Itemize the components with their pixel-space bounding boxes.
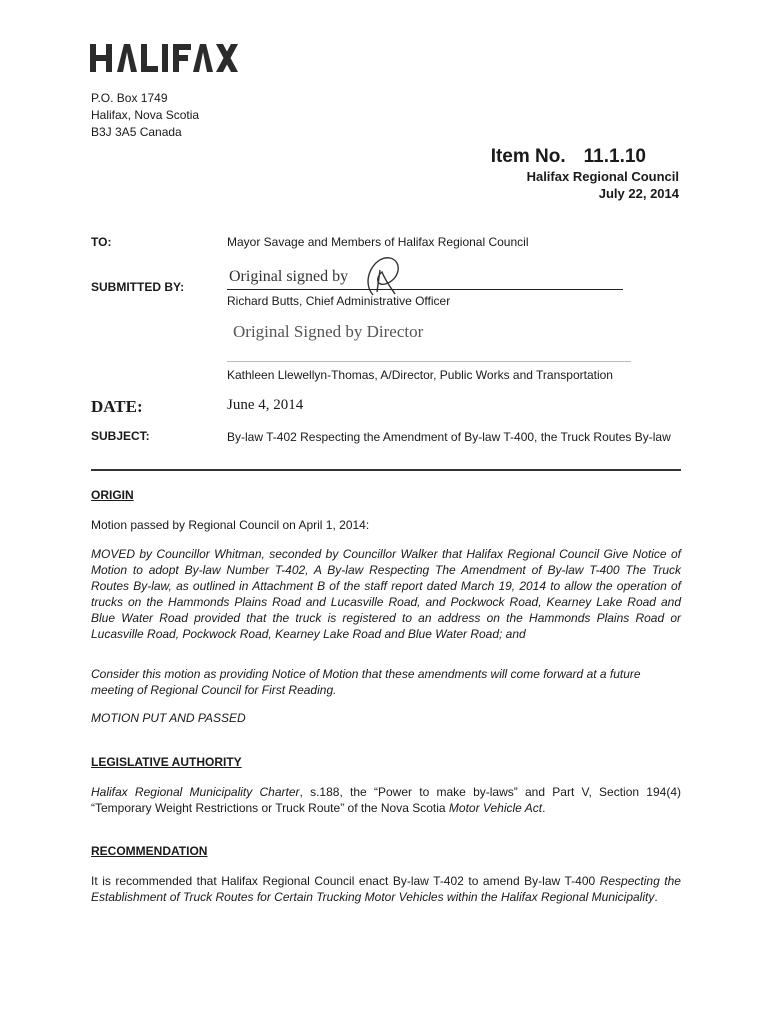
- recommendation-end: .: [654, 890, 658, 904]
- submitter-2: Kathleen Llewellyn-Thomas, A/Director, Public Works and Transportation: [227, 368, 613, 382]
- address-line: Halifax, Nova Scotia: [91, 108, 200, 122]
- legislative-text: [91, 784, 681, 816]
- address-line: P.O. Box 1749: [91, 91, 168, 105]
- origin-intro: Motion passed by Regional Council on April 1, 2014:: [91, 518, 370, 532]
- meeting-date: July 22, 2014: [598, 186, 679, 201]
- header-divider: [91, 469, 681, 471]
- recommendation-bylaw-title: Respecting the Establishment of Truck Routes for Certain Trucking Motor Vehicles within the Halifax Regional Municipality: [91, 874, 681, 904]
- act-title: Motor Vehicle Act: [448, 801, 543, 815]
- recommendation-text: [91, 873, 681, 905]
- item-number: 11.1.10: [583, 146, 646, 167]
- legislative-heading: LEGISLATIVE AUTHORITY: [91, 755, 242, 769]
- council-name: Halifax Regional Council: [526, 169, 679, 184]
- to-label: TO:: [91, 235, 112, 249]
- submitted-by-label: SUBMITTED BY:: [91, 280, 185, 294]
- item-number-block: [491, 146, 646, 168]
- origin-motion: MOVED by Councillor Whitman, seconded by Councillor Walker that Halifax Regional Council Give Notice of Motion to adopt By-law Number T-402, A By-law Respecting The Amendment of By-law T-400 The Truck Routes By-law, as outlined in Attachment B of the staff report dated March 19, 2014 to allow the operation of trucks on the Hammonds Plains Road and Lucasville Road, and Pockwock Road, Kearney Lake Road and Blue Water Road provided that the truck is registered to an address on the Hammonds Plains Road or Lucasville Road, Pockwock Road, Kearney Lake Road and Blue Water Road; and: [91, 547, 681, 641]
- council-block: [527, 168, 679, 202]
- legislative-mid: , s.188, the “Power to make by-laws” and Part V, Section 194(4) “Temporary Weight Restrictions or Truck Route” of the Nova Scotia: [91, 785, 681, 815]
- origin-heading: ORIGIN: [91, 488, 134, 502]
- charter-title: Halifax Regional Municipality Charter: [91, 785, 300, 799]
- origin-result: MOTION PUT AND PASSED: [91, 711, 246, 725]
- halifax-logo-mark: [90, 42, 240, 74]
- to-value: Mayor Savage and Members of Halifax Regional Council: [227, 235, 529, 249]
- recommendation-heading: RECOMMENDATION: [91, 844, 208, 858]
- submitter-1: Richard Butts, Chief Administrative Officer: [227, 294, 451, 308]
- signature-line-2: [227, 361, 631, 362]
- halifax-logo: [90, 42, 240, 83]
- origin-consider: Consider this motion as providing Notice of Motion that these amendments will come forward at a future meeting of Regional Council for First Reading.: [91, 667, 641, 697]
- recommendation-start: It is recommended that Halifax Regional Council enact By-law T-402 to amend By-law T-400: [91, 874, 600, 888]
- item-label: Item No.: [490, 146, 566, 167]
- signature-stamp-1: Original signed by: [229, 268, 349, 285]
- legislative-end: .: [542, 801, 546, 815]
- address-line: B3J 3A5 Canada: [91, 125, 182, 139]
- signature-line-1: [227, 289, 623, 290]
- date-label: DATE:: [91, 397, 143, 416]
- signature-stamp-2: Original Signed by Director: [233, 322, 424, 341]
- subject-value: By-law T-402 Respecting the Amendment of By-law T-400, the Truck Routes By-law: [227, 430, 671, 444]
- date-value: June 4, 2014: [227, 397, 304, 413]
- mailing-address: [91, 90, 199, 141]
- subject-label: SUBJECT:: [91, 429, 150, 443]
